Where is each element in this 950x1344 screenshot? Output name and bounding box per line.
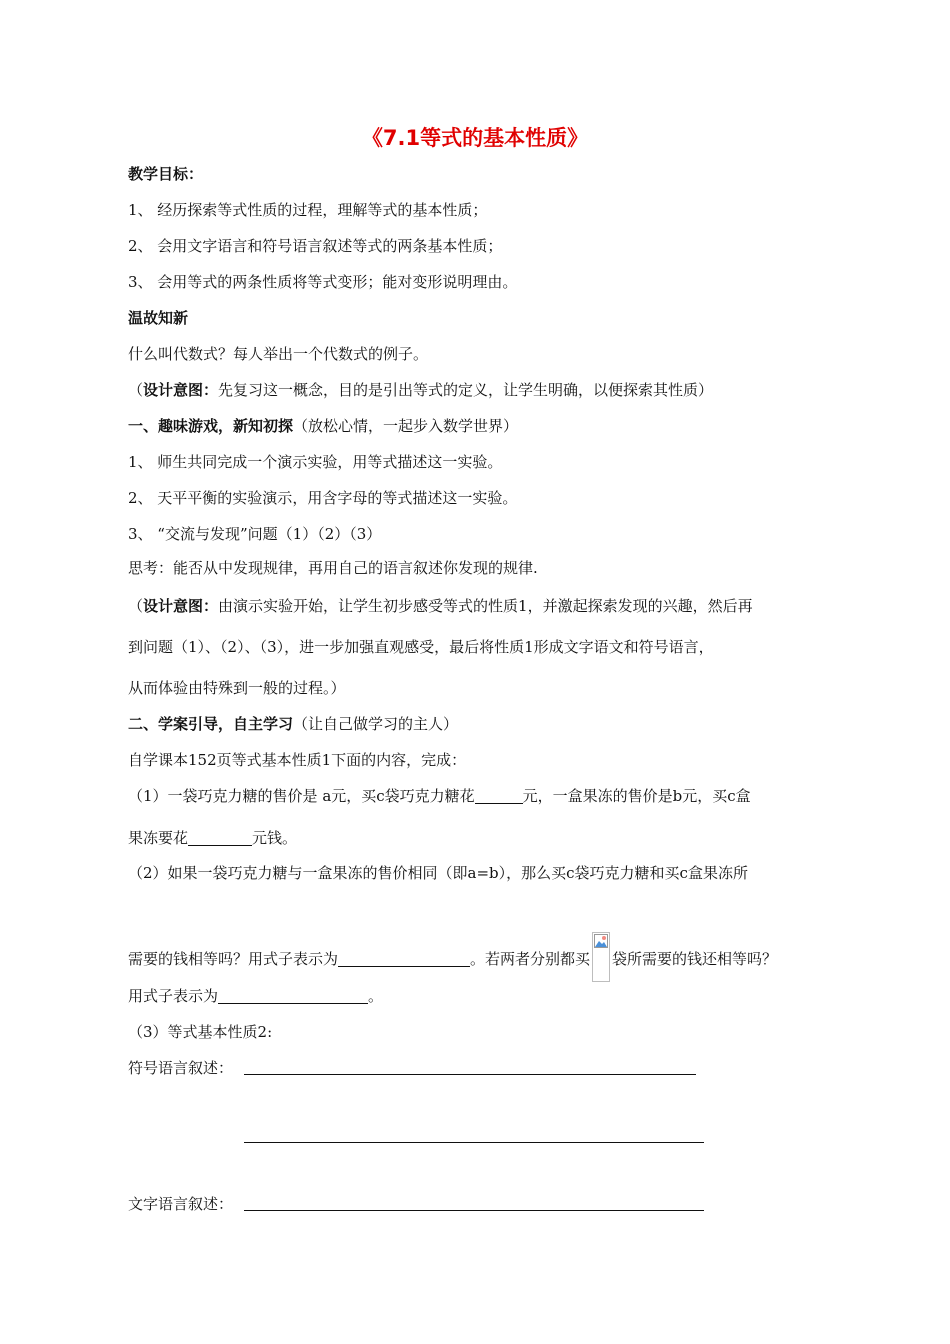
text-answer-line[interactable]	[244, 1210, 704, 1211]
symbol-language-label: 符号语言叙述：	[128, 1059, 234, 1077]
section2-heading-bold: 二、学案引导，自主学习	[128, 715, 294, 733]
intent-label: 设计意图：	[143, 597, 219, 615]
open-paren: （	[128, 381, 144, 399]
q1-text: 元钱。	[252, 829, 298, 847]
section1-intent-line1	[128, 596, 753, 616]
q2-text: 袋所需要的钱还相等吗？	[612, 950, 778, 968]
section2-heading-note: （让自己做学习的主人）	[293, 715, 459, 733]
open-paren: （	[128, 597, 144, 615]
question3: （3）等式基本性质2:	[128, 1023, 273, 1041]
section1-item: 3、 “交流与发现”问题（1）（2）（3）	[128, 525, 382, 543]
question1-line2	[128, 828, 297, 848]
objective-item: 2、 会用文字语言和符号语言叙述等式的两条基本性质；	[128, 237, 503, 255]
intent-label: 设计意图：	[143, 381, 219, 399]
section1-think: 思考：能否从中发现规律，再用自己的语言叙述你发现的规律.	[128, 559, 538, 577]
section2-intro: 自学课本152页等式基本性质1下面的内容，完成：	[128, 751, 467, 769]
review-intent	[128, 380, 713, 400]
section1-heading-bold: 一、趣味游戏，新知初探	[128, 417, 294, 435]
text-language-label: 文字语言叙述：	[128, 1195, 234, 1213]
answer-blank[interactable]	[338, 952, 470, 967]
symbol-answer-line-2[interactable]	[244, 1142, 704, 1143]
q1-text: 果冻要花	[128, 829, 189, 847]
symbol-answer-line-1[interactable]	[244, 1074, 696, 1075]
review-question: 什么叫代数式？每人举出一个代数式的例子。	[128, 345, 429, 363]
objectives-heading: 教学目标：	[128, 165, 204, 183]
section2-heading	[128, 714, 458, 734]
review-heading: 温故知新	[128, 309, 189, 327]
section1-item: 1、 师生共同完成一个演示实验，用等式描述这一实验。	[128, 453, 503, 471]
question2-line2	[128, 932, 777, 982]
section1-intent-line2: 到问题（1）、（2）、（3），进一步加强直观感受，最后将性质1形成文字语文和符号语言，	[128, 638, 714, 656]
question1-line1	[128, 786, 751, 806]
q2-text: 。	[368, 987, 384, 1005]
objective-item: 1、 经历探索等式性质的过程，理解等式的基本性质；	[128, 201, 488, 219]
section1-heading	[128, 416, 518, 436]
question2-line3	[128, 986, 383, 1006]
q2-text: 需要的钱相等吗？用式子表示为	[128, 950, 339, 968]
q2-text: 用式子表示为	[128, 987, 219, 1005]
broken-image-icon	[592, 932, 610, 982]
question2-line1: （2）如果一袋巧克力糖与一盒果冻的售价相同（即a=b），那么买c袋巧克力糖和买c盒果冻所	[128, 864, 748, 882]
answer-blank[interactable]	[218, 989, 368, 1004]
document-title: 《7.1等式的基本性质》	[361, 126, 589, 150]
q1-text: （1）一袋巧克力糖的售价是 a元，买c袋巧克力糖花	[128, 787, 475, 805]
answer-blank[interactable]	[475, 789, 523, 804]
section1-heading-note: （放松心情，一起步入数学世界）	[293, 417, 519, 435]
intent-text: 先复习这一概念，目的是引出等式的定义，让学生明确，以便探索其性质）	[218, 381, 714, 399]
objective-item: 3、 会用等式的两条性质将等式变形；能对变形说明理由。	[128, 273, 518, 291]
intent-text: 由演示实验开始，让学生初步感受等式的性质1，并激起探索发现的兴趣，然后再	[218, 597, 753, 615]
section1-intent-line3: 从而体验由特殊到一般的过程。）	[128, 679, 346, 697]
section1-item: 2、 天平平衡的实验演示，用含字母的等式描述这一实验。	[128, 489, 518, 507]
q2-text: 。若两者分别都买	[470, 950, 591, 968]
answer-blank[interactable]	[188, 831, 252, 846]
q1-text: 元，一盒果冻的售价是b元，买c盒	[522, 787, 751, 805]
